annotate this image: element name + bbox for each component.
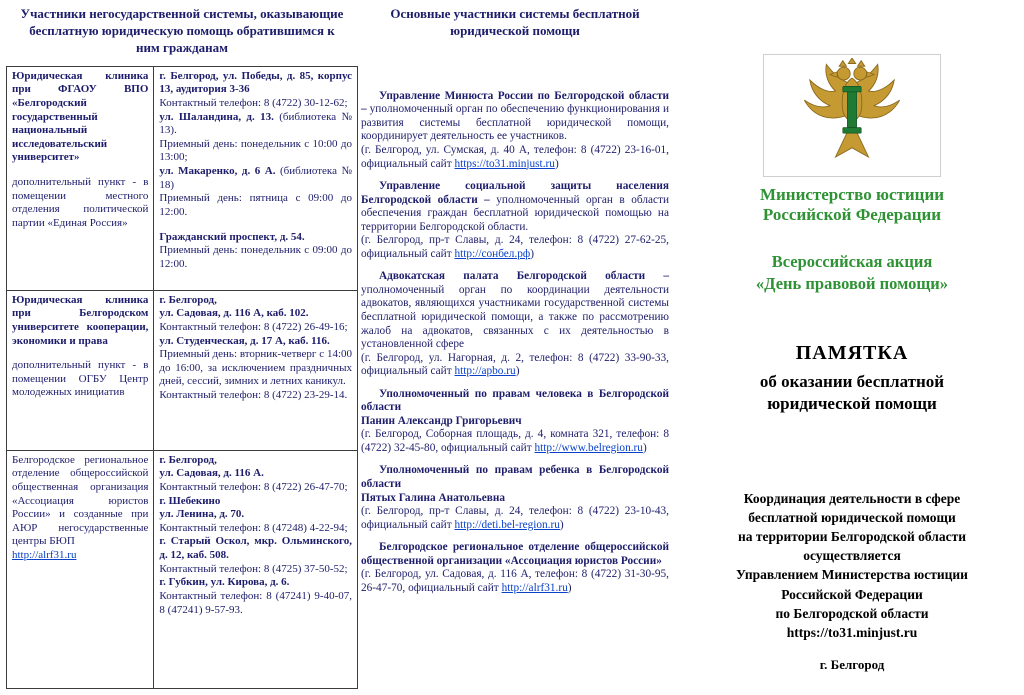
nonstate-participants-table — [6, 66, 358, 689]
text-line: Российской Федерации — [762, 205, 942, 225]
paragraph — [361, 505, 669, 532]
text-segment: Приемный день: пятница с 09:00 до 12:00. — [159, 192, 352, 218]
table-row — [7, 66, 358, 290]
paragraph — [361, 492, 669, 506]
text-segment: Белгородское региональное отделение общероссийской общественной организации «Ассоциация юристов России» — [361, 541, 669, 567]
text-segment: Контактный телефон: 8 (4722) 26-47-70; — [159, 480, 348, 493]
paragraph — [159, 231, 352, 245]
text-line: Всероссийская акция — [771, 252, 933, 272]
paragraph — [159, 335, 352, 349]
text-segment: уполномоченный орган по обеспечению функционирования и развития системы бесплатной юридической помощи, координирует деятельность ее участников. — [361, 103, 669, 143]
paragraph — [159, 138, 352, 165]
paragraph — [361, 464, 669, 491]
text-line: Министерство юстиции — [759, 185, 945, 204]
paragraph — [159, 535, 352, 562]
link[interactable]: http://alrf31.ru — [501, 581, 568, 594]
paragraph — [159, 97, 352, 111]
paragraph — [159, 522, 352, 536]
ministry-name — [684, 185, 1020, 225]
middle-section — [361, 4, 669, 595]
address-cell — [154, 66, 358, 290]
organization-cell — [7, 66, 154, 290]
text-segment: Контактный телефон: 8 (47248) 4-22-94; — [159, 521, 348, 534]
text-segment: ул. Ленина, д. 70. — [159, 508, 245, 521]
paragraph — [12, 549, 148, 563]
paragraph — [159, 165, 352, 192]
text-segment: (г. Белгород, ул. Садовая, д. 116 А, телефон: 8 (4722) 31-30-95, 26-47-70, официальный сайт — [361, 568, 669, 594]
text-line: по Белгородской области — [775, 605, 929, 621]
paragraph — [159, 111, 352, 138]
paragraph — [159, 307, 352, 321]
text-segment: Контактный телефон: 8 (4722) 23-29-14. — [159, 389, 348, 402]
text-segment: (библиотека № 13). — [159, 110, 353, 137]
text-segment: г. Белгород, — [159, 293, 217, 306]
text-segment: Уполномоченный по правам человека в Белгородской области — [361, 387, 669, 414]
text-segment: Контактный телефон: 8 (47241) 9-40-07, 8 (47241) 9-57-93. — [159, 589, 352, 616]
text-segment: Пятых Галина Анатольевна — [361, 491, 506, 504]
link[interactable]: http://deti.bel-region.ru — [454, 518, 560, 531]
text-segment: ул. Садовая, д. 116 А, каб. 102. — [159, 307, 309, 320]
paragraph — [361, 180, 669, 234]
text-segment: Приемный день: понедельник с 09:00 до 12:00. — [159, 244, 352, 270]
middle-section-body — [361, 90, 669, 596]
paragraph — [159, 70, 352, 97]
table-row — [7, 450, 358, 688]
organization-cell — [7, 450, 154, 688]
paragraph — [361, 541, 669, 568]
text-segment: (г. Белгород, пр-т Славы, д. 24, телефон: 8 (4722) 23-10-43, официальный сайт — [361, 505, 669, 531]
paragraph — [159, 389, 352, 403]
paragraph — [159, 495, 352, 509]
paragraph — [12, 454, 148, 549]
text-segment: Белгородское региональное отделение общероссийской общественная организация «Ассоциация юристов России» и созданные при АЮР негосударственные центры БЮП — [12, 453, 149, 548]
text-segment: г. Шебекино — [159, 494, 221, 507]
text-segment: Контактный телефон: 8 (4725) 37-50-52; — [159, 562, 348, 575]
text-segment: Панин Александр Григорьевич — [361, 414, 522, 427]
memo-subtitle: об оказании бесплатной юридической помощи — [759, 371, 945, 413]
paragraph — [159, 576, 352, 590]
link[interactable]: https://to31.minjust.ru — [454, 157, 555, 170]
paragraph — [361, 388, 669, 415]
text-segment: ) — [559, 518, 564, 531]
paragraph — [159, 563, 352, 577]
text-segment: (г. Белгород, пр-т Славы, д. 24, телефон: 8 (4722) 27-62-25, официальный сайт — [361, 234, 669, 260]
text-segment: (библиотека № 18) — [159, 165, 352, 191]
paragraph — [361, 90, 669, 144]
paragraph — [159, 508, 352, 522]
paragraph — [361, 352, 669, 379]
text-segment: Управление Минюста России по Белгородской области – — [361, 89, 669, 116]
text-segment: уполномоченный орган в области обеспечения граждан бесплатной юридической помощью на территории Белгородской области. — [361, 193, 669, 233]
text-segment: Контактный телефон: 8 (4722) 30-12-62; — [159, 96, 348, 109]
text-segment: (г. Белгород, ул. Нагорная, д. 2, телефон: 8 (4722) 33-90-33, официальный сайт — [361, 351, 669, 378]
paragraph — [361, 415, 669, 429]
text-segment: Юридическая клиника при ФГАОУ ВПО «Белгородский государственный национальный исследовательский университет» — [12, 69, 149, 164]
paragraph — [361, 568, 669, 595]
text-segment: ) — [515, 365, 520, 378]
table-row — [7, 290, 358, 450]
text-segment: ) — [530, 247, 535, 260]
text-segment: ) — [567, 581, 572, 594]
text-segment: Уполномоченный по правам ребенка в Белгородской области — [361, 464, 669, 490]
text-segment: Юридическая клиника при Белгородском университете кооперации, экономики и права — [12, 293, 149, 347]
text-line: на территории Белгородской области — [737, 529, 967, 545]
text-line: Российской Федерации — [781, 586, 923, 602]
paragraph — [159, 590, 352, 617]
paragraph — [361, 270, 669, 351]
paragraph — [159, 321, 352, 335]
paragraph — [12, 359, 148, 400]
address-cell — [154, 290, 358, 450]
coordination-note — [684, 489, 1020, 642]
text-segment: ) — [554, 157, 559, 170]
text-segment: ул. Макаренко, д. 6 А. — [159, 165, 276, 178]
text-segment: ) — [642, 441, 647, 454]
link[interactable]: http://www.belregion.ru — [534, 441, 643, 454]
right-section — [684, 0, 1020, 695]
text-line: «День правовой помощи» — [755, 274, 949, 294]
text-segment: Адвокатская палата Белгородской области – — [379, 270, 669, 283]
paragraph — [159, 192, 352, 219]
ministry-emblem-box — [763, 54, 941, 177]
paragraph — [159, 467, 352, 481]
minjust-emblem-icon — [767, 58, 937, 168]
text-segment: Гражданский проспект, д. 54. — [159, 230, 305, 243]
memo-title: ПАМЯТКА — [795, 341, 909, 364]
paragraph — [361, 234, 669, 261]
text-line: Координация деятельности в сфере — [743, 490, 961, 506]
text-segment: дополнительный пункт - в помещении ОГБУ Центр молодежных инициатив — [12, 359, 149, 399]
text-segment: г. Старый Оскол, мкр. Ольминского, д. 12, каб. 508. — [159, 535, 352, 562]
link[interactable]: http://alrf31.ru — [12, 549, 77, 562]
left-section — [6, 4, 358, 689]
text-segment: ул. Студенческая, д. 17 А, каб. 116. — [159, 334, 330, 347]
paragraph — [159, 481, 352, 495]
address-cell — [154, 450, 358, 688]
text-segment: Управление социальной защиты населения Белгородской области – — [361, 180, 669, 206]
left-section-header: Участники негосударственной системы, оказывающие бесплатную юридическую помощь обратившимся к ним гражданам — [20, 6, 344, 55]
link[interactable]: http://сонбел.рф — [454, 247, 531, 260]
paragraph — [159, 294, 352, 308]
paragraph — [12, 176, 148, 231]
city-label: г. Белгород — [819, 657, 885, 672]
link[interactable]: http://apbo.ru — [454, 365, 516, 378]
text-segment: г. Белгород, ул. Победы, д. 85, корпус 13, аудитория 3-36 — [159, 69, 352, 96]
paragraph — [361, 428, 669, 455]
paragraph — [159, 244, 352, 271]
text-line: осуществляется — [803, 548, 901, 564]
text-segment: Приемный день: вторник-четверг с 14:00 до 16:00, за исключением праздничных дней, сессий, зимних и летних каникул. — [159, 348, 352, 388]
text-segment: ул. Садовая, д. 116 А. — [159, 467, 264, 480]
text-segment: Контактный телефон: 8 (4722) 26-49-16; — [159, 320, 348, 333]
text-segment: дополнительный пункт - в помещении местного отделения политической партии «Единая Россия» — [12, 176, 149, 229]
paragraph — [159, 348, 352, 389]
paragraph — [12, 70, 148, 165]
text-segment: (г. Белгород, ул. Сумская, д. 40 А, телефон: 8 (4722) 23-16-01, официальный сайт — [361, 143, 669, 170]
text-line: бесплатной юридической помощи — [748, 509, 956, 525]
text-line: https://to31.minjust.ru — [786, 624, 918, 640]
organization-cell — [7, 290, 154, 450]
text-segment: г. Белгород, — [159, 453, 217, 466]
paragraph — [159, 454, 352, 468]
paragraph — [12, 294, 148, 349]
middle-section-header: Основные участники системы бесплатной юридической помощи — [390, 6, 640, 38]
text-segment: уполномоченный орган по координации деятельности адвокатов, являющихся участниками государственной системы бесплатной юридической помощи, а также по рассмотрению жалоб на адвокатов, связанных с их деятельностью в установленной сфере — [361, 283, 669, 351]
action-title — [684, 251, 1020, 296]
paragraph — [361, 144, 669, 171]
text-segment: ул. Шаландина, д. 13. — [159, 110, 274, 123]
text-line: Управлением Министерства юстиции — [736, 567, 968, 583]
text-segment: г. Губкин, ул. Кирова, д. 6. — [159, 576, 290, 589]
text-segment: Приемный день: понедельник с 10:00 до 13:00; — [159, 137, 352, 164]
text-segment: (г. Белгород, Соборная площадь, д. 4, комната 321, телефон: 8 (4722) 32-45-80, официальный сайт — [361, 428, 669, 454]
